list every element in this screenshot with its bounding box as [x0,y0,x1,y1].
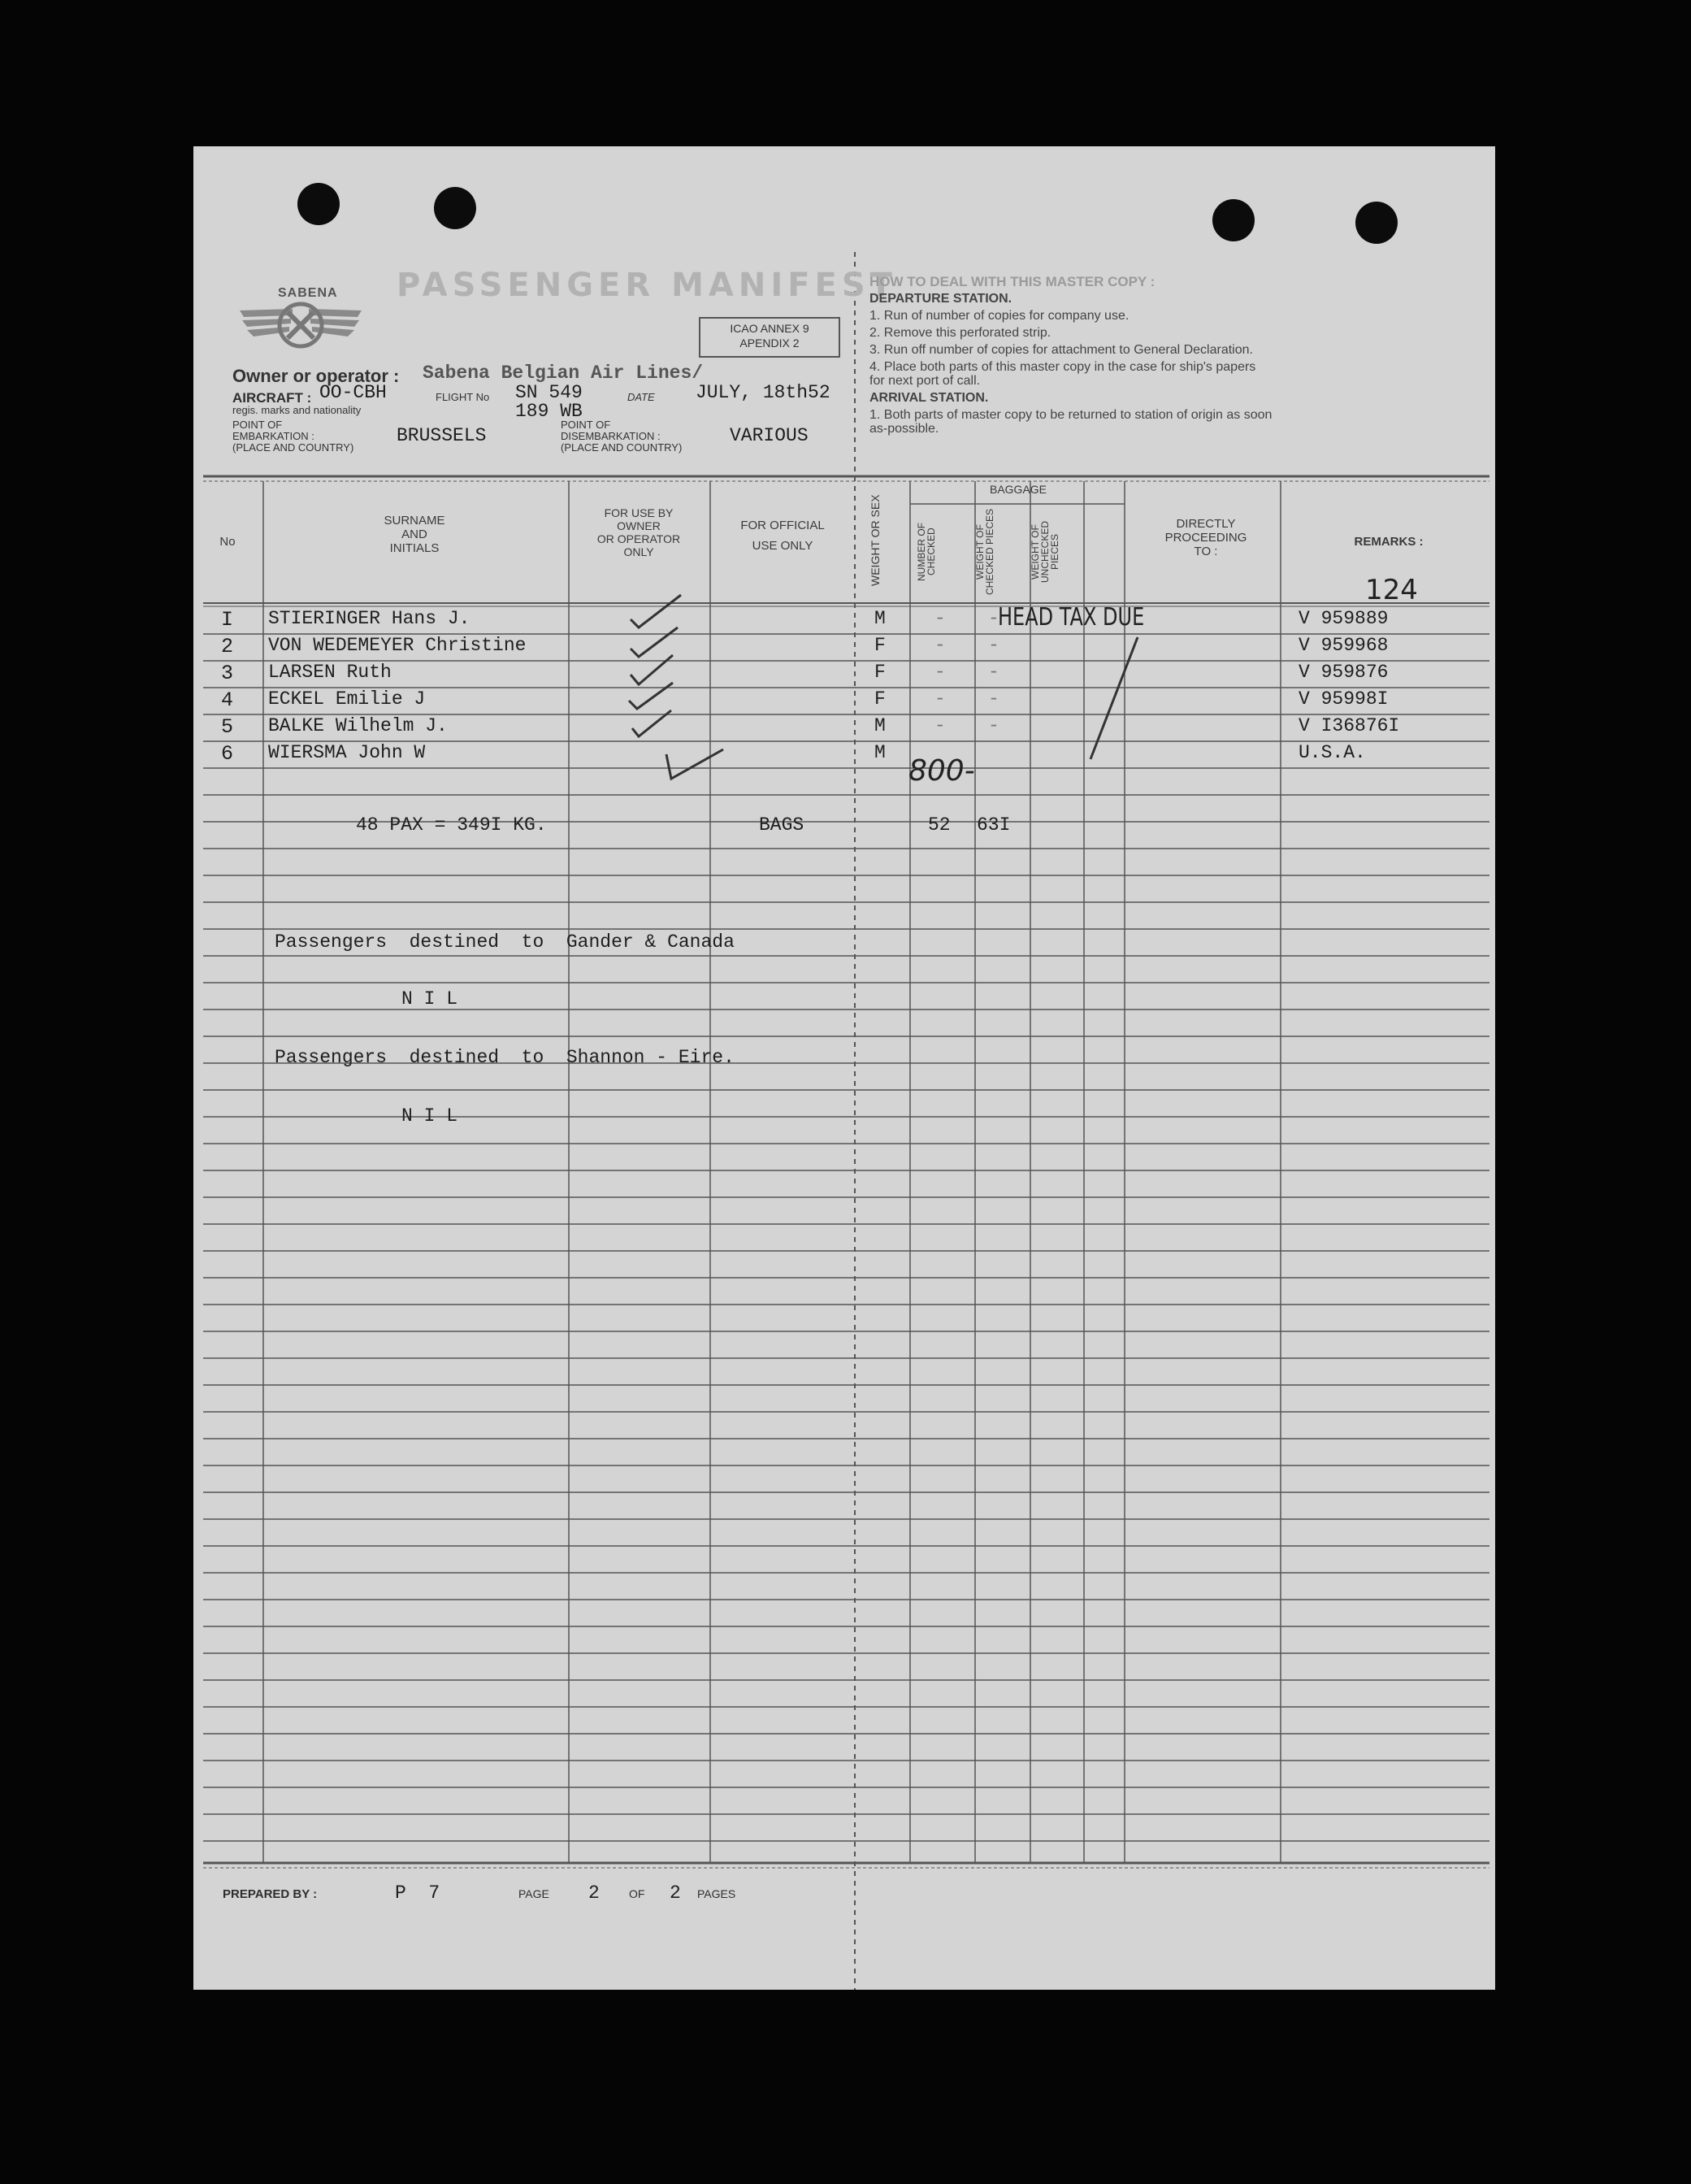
passenger-bags: - [934,635,946,656]
arrival-label: ARRIVAL STATION. [869,391,989,405]
flight-label: FLIGHT No [436,391,490,403]
note-shannon: Passengers destined to Shannon - Eire. [275,1047,735,1068]
passenger-name: VON WEDEMEYER Christine [268,635,527,656]
prepared-by-label: PREPARED BY : [223,1887,318,1901]
flight-value-2: 189 WB [515,401,583,422]
col-header-directly: DIRECTLY PROCEEDING TO : [1164,517,1247,558]
embark-value: BRUSSELS [397,425,487,446]
instruction-item: for next port of call. [869,374,981,388]
passenger-weight: - [988,688,999,710]
passenger-no: 5 [221,715,234,739]
passenger-sex: F [874,688,886,710]
col-header-weight-checked: WEIGHT OF CHECKED PIECES [974,508,995,596]
flight-value: SN 549 [515,382,583,403]
col-header-baggage: BAGGAGE [989,483,1047,496]
departure-label: DEPARTURE STATION. [869,292,1012,306]
of-label: OF [629,1887,645,1900]
col-header-weight-sex: WEIGHT OR SEX [869,494,882,587]
passenger-no: 4 [221,688,234,712]
passenger-remarks: V I36876I [1299,715,1400,736]
passenger-weight: - [988,635,999,656]
instruction-item: as-possible. [869,422,939,436]
col-header-official-use: FOR OFFICIAL USE ONLY [740,519,825,553]
col-header-weight-unchecked: WEIGHT OF UNCHECKED PIECES [1030,521,1060,584]
passenger-name: ECKEL Emilie J [268,688,426,710]
disembark-value: VARIOUS [730,425,809,446]
passenger-no: I [221,608,234,632]
passenger-remarks: U.S.A. [1299,742,1366,763]
of-value: 2 [670,1882,681,1904]
passenger-name: WIERSMA John W [268,742,426,763]
passenger-remarks: V 959889 [1299,608,1389,629]
passenger-weight: - [988,715,999,736]
embark-label: POINT OF EMBARKATION : (PLACE AND COUNTRY) [232,419,354,454]
note-nil: N I L [401,988,458,1010]
total-bags-count: 52 [928,814,951,836]
instruction-item: 1. Both parts of master copy to be returned to station of origin as soon [869,408,1273,422]
pages-label: PAGES [697,1887,736,1900]
sabena-logo [236,276,366,358]
instruction-item: 2. Remove this perforated strip. [869,326,1051,340]
passenger-bags: - [934,715,946,736]
passenger-remarks: V 959876 [1299,662,1389,683]
disembark-label: POINT OF DISEMBARKATION : (PLACE AND COUNTRY) [561,419,683,454]
logo-text: SABENA [278,286,338,300]
note-nil: N I L [401,1105,458,1127]
col-header-owner-use: FOR USE BY OWNER OR OPERATOR ONLY [596,506,681,558]
aircraft-value: OO-CBH [319,382,387,403]
passenger-sex: M [874,742,886,763]
owner-value: Sabena Belgian Air Lines/ [423,363,704,384]
annex-box: ICAO ANNEX 9 APENDIX 2 [699,317,840,358]
aircraft-label: AIRCRAFT : [232,390,312,406]
prepared-by-value: P 7 [395,1882,440,1904]
passenger-weight: - [988,662,999,683]
instruction-item: 4. Place both parts of this master copy in the case for ship's papers [869,360,1256,374]
passenger-bags: - [934,662,946,683]
passenger-remarks: V 95998I [1299,688,1389,710]
col-header-remarks: REMARKS : [1354,535,1424,549]
passenger-remarks: V 959968 [1299,635,1389,656]
passenger-no: 6 [221,742,234,766]
total-bags-weight: 63I [977,814,1011,836]
page-value: 2 [588,1882,600,1904]
remarks-number: 124 [1365,574,1418,606]
instruction-item: 1. Run of number of copies for company use. [869,309,1130,323]
total-bags-label: BAGS [759,814,804,836]
passenger-sex: M [874,715,886,736]
passenger-bags: - [934,688,946,710]
passenger-name: STIERINGER Hans J. [268,608,470,629]
passenger-bags: - [934,608,946,629]
page-title: PASSENGER MANIFEST [397,267,897,304]
passenger-name: BALKE Wilhelm J. [268,715,448,736]
head-tax-note: HEAD TAX DUE [998,603,1145,632]
passenger-no: 3 [221,662,234,685]
manifest-page [193,146,1495,1990]
passenger-weight: - [988,608,999,629]
date-label: DATE [627,391,655,403]
handwritten-amount: 800- [908,754,975,788]
passenger-no: 2 [221,635,234,658]
aircraft-sublabel: regis. marks and nationality [232,404,362,416]
passenger-sex: M [874,608,886,629]
passenger-sex: F [874,635,886,656]
col-header-no: No [219,535,236,549]
date-value: JULY, 18th52 [696,382,830,403]
page-label: PAGE [518,1887,549,1900]
note-gander: Passengers destined to Gander & Canada [275,931,735,953]
instructions [869,273,1487,437]
col-header-surname: SURNAME AND INITIALS [384,514,445,555]
passenger-sex: F [874,662,886,683]
instructions-title: HOW TO DEAL WITH THIS MASTER COPY : [869,274,1156,289]
instruction-item: 3. Run off number of copies for attachment to General Declaration. [869,343,1253,357]
owner-label: Owner or operator : [232,366,400,386]
passenger-name: LARSEN Ruth [268,662,392,683]
col-header-number-checked: NUMBER OF CHECKED [916,523,937,581]
total-pax: 48 PAX = 349I KG. [356,814,547,836]
